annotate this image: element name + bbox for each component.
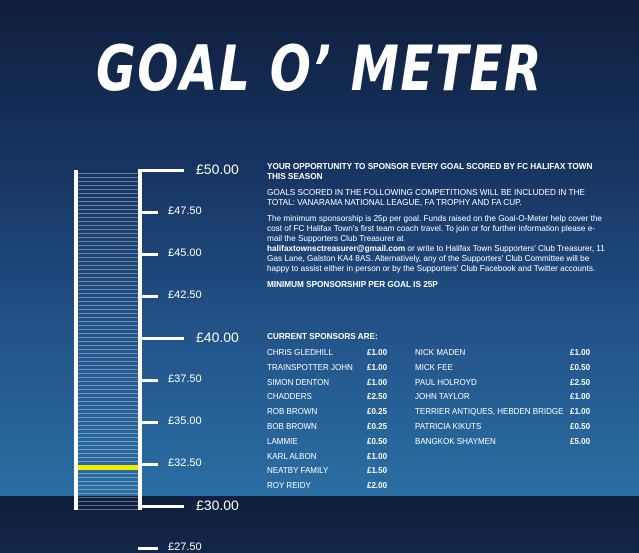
goal-meter-tube <box>74 170 142 510</box>
sponsor-amount: £1.00 <box>570 392 591 402</box>
sponsor-name: KARL ALBON <box>267 451 317 461</box>
info-competitions: GOALS SCORED IN THE FOLLOWING COMPETITIONS WILL BE INCLUDED IN THE TOTAL: VANARAMA NATIONAL LEAGUE, FA TROPHY AND FA CUP. <box>267 188 585 207</box>
sponsors-heading: CURRENT SPONSORS ARE: <box>267 332 378 341</box>
sponsor-amount: £1.00 <box>367 362 388 372</box>
sponsor-amount: £2.50 <box>367 392 388 402</box>
meter-tick <box>138 253 158 256</box>
info-panel <box>267 162 607 296</box>
sponsor-name: JOHN TAYLOR <box>415 392 470 402</box>
sponsor-amount: £2.00 <box>367 481 388 491</box>
sponsor-amount: £1.00 <box>570 407 591 417</box>
minimum-sponsorship-note: MINIMUM SPONSORSHIP PER GOAL IS 25P <box>267 280 438 289</box>
meter-label: £47.50 <box>168 205 202 217</box>
sponsor-name: CHRIS GLEDHILL <box>267 348 333 357</box>
sponsor-amount: £1.00 <box>367 348 388 357</box>
meter-label: £42.50 <box>168 289 202 301</box>
goal-meter-level-bar <box>78 465 138 470</box>
info-body-text: The minimum sponsorship is 25p per goal. Funds raised on the Goal-O-Meter help cover the cost of FC Halifax Town's first team coach travel. To join or for further information please e-mail the Supporters Club Treasurer at <box>267 214 602 243</box>
meter-label: £32.50 <box>168 457 202 469</box>
meter-tick <box>138 463 158 466</box>
sponsor-name: NEATBY FAMILY <box>267 466 329 476</box>
meter-tick <box>138 505 184 508</box>
page-title: GOAL O’ METER <box>96 32 543 105</box>
sponsor-name: TRAINSPOTTER JOHN <box>267 362 353 372</box>
meter-tick <box>138 379 158 382</box>
sponsor-name: ROY REIDY <box>267 481 311 491</box>
meter-tick <box>138 169 184 172</box>
meter-label: £50.00 <box>196 161 239 177</box>
info-heading: YOUR OPPORTUNITY TO SPONSOR EVERY GOAL SCORED BY FC HALIFAX TOWN THIS SEASON <box>267 162 593 181</box>
sponsor-name: NICK MADEN <box>415 348 466 357</box>
meter-label: £27.50 <box>168 541 202 553</box>
meter-tick <box>138 211 158 214</box>
meter-tick <box>138 547 158 550</box>
meter-tick <box>138 337 184 340</box>
sponsor-name: LAMMIE <box>267 436 298 446</box>
sponsor-amount: £0.25 <box>367 422 388 431</box>
sponsor-amount: £1.00 <box>367 451 388 461</box>
sponsor-amount: £0.50 <box>367 436 388 446</box>
sponsor-name: CHADDERS <box>267 392 312 402</box>
sponsor-amount: £0.50 <box>570 362 591 372</box>
meter-label: £37.50 <box>168 373 202 385</box>
sponsor-name: ROB BROWN <box>267 407 318 417</box>
sponsor-name: TERRIER ANTIQUES, HEBDEN BRIDGE <box>415 407 564 417</box>
sponsor-amount: £1.50 <box>367 466 388 476</box>
meter-tick <box>138 421 158 424</box>
meter-tick <box>138 295 158 298</box>
info-body <box>267 214 607 274</box>
sponsor-amount: £2.50 <box>570 377 591 387</box>
sponsor-name: BANGKOK SHAYMEN <box>415 436 496 446</box>
sponsor-name: SIMON DENTON <box>267 377 330 387</box>
sponsor-name: BOB BROWN <box>267 422 317 431</box>
meter-label: £35.00 <box>168 415 202 427</box>
sponsor-amount: £1.00 <box>570 348 591 357</box>
sponsor-name: MICK FEE <box>415 362 453 372</box>
treasurer-email-link[interactable]: halifaxtownsctreasurer@gmail.com <box>267 244 406 253</box>
meter-label: £40.00 <box>196 329 239 345</box>
sponsor-name: PATRICIA KIKUTS <box>415 422 482 431</box>
meter-label: £45.00 <box>168 247 202 259</box>
info-body-text-continued: or write to Halifax Town Supporters' Club Treasurer, 11 Gas Lane, Galston KA4 8AS. Alternatively, any of the Supporters' Club Committee will be happy to assist either in person or by the Supporters' Club Facebook and Twitter accounts. <box>267 244 605 273</box>
sponsor-amount: £1.00 <box>367 377 388 387</box>
sponsor-amount: £0.50 <box>570 422 591 431</box>
sponsor-amount: £0.25 <box>367 407 388 417</box>
sponsor-name: PAUL HOLROYD <box>415 377 477 387</box>
meter-label: £30.00 <box>196 497 239 513</box>
sponsor-amount: £5.00 <box>570 436 591 446</box>
